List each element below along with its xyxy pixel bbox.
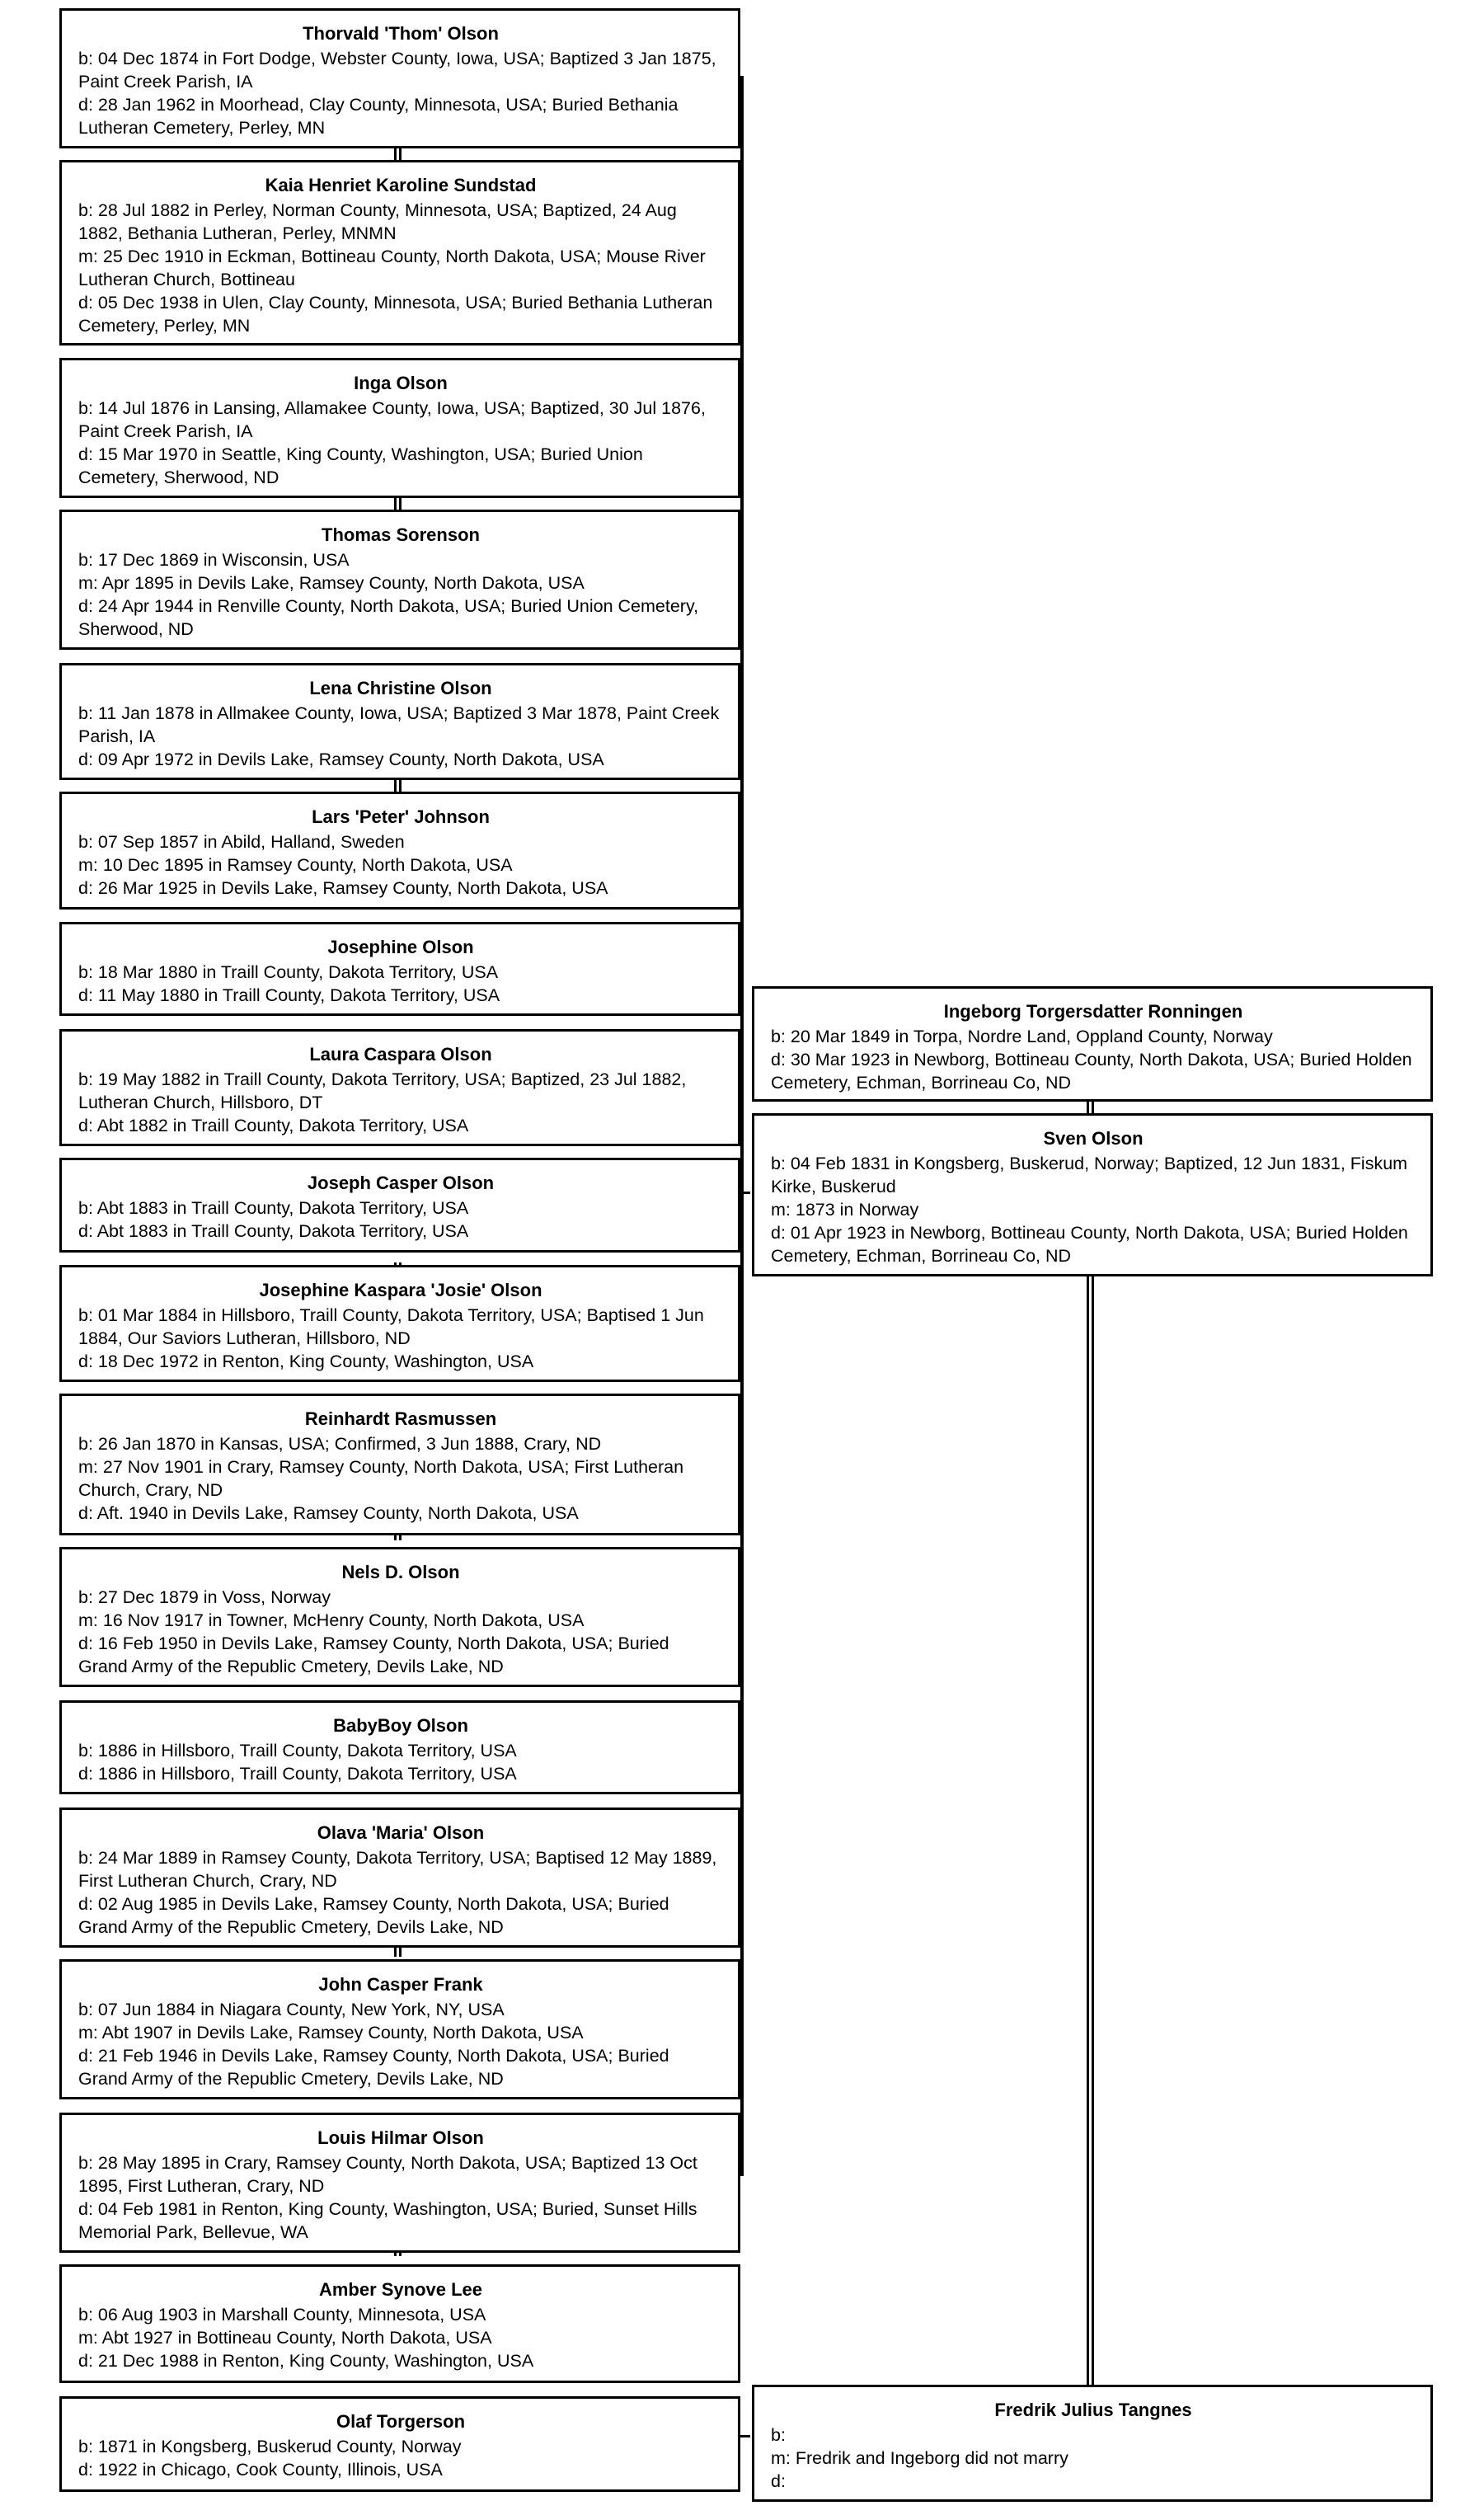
person-death: d: 02 Aug 1985 in Devils Lake, Ramsey County, North Dakota, USA; Buried Grand Army of the Republic Cmetery, Devils Lake, ND <box>78 1894 669 1937</box>
person-box-sven-olson[interactable] <box>752 1113 1433 1276</box>
couple-connector-ingeborg-fredrik <box>1087 1270 1089 2386</box>
person-marriage: m: Abt 1927 in Bottineau County, North Dakota, USA <box>78 2328 492 2348</box>
person-name: Lena Christine Olson <box>309 678 492 698</box>
person-box-babyboy-olson[interactable] <box>59 1700 740 1794</box>
person-birth: b: 18 Mar 1880 in Traill County, Dakota Territory, USA <box>78 962 499 982</box>
person-name: Amber Synove Lee <box>318 2279 483 2300</box>
person-birth: b: 20 Mar 1849 in Torpa, Nordre Land, Oppland County, Norway <box>771 1027 1273 1046</box>
person-name: John Casper Frank <box>318 1974 483 1995</box>
person-death: d: Aft. 1940 in Devils Lake, Ramsey County, North Dakota, USA <box>78 1503 579 1523</box>
person-name: Lars 'Peter' Johnson <box>312 806 490 827</box>
person-birth: b: 17 Dec 1869 in Wisconsin, USA <box>78 550 350 570</box>
person-name: Thomas Sorenson <box>322 524 480 545</box>
person-death: d: 1886 in Hillsboro, Traill County, Dakota Territory, USA <box>78 1764 517 1784</box>
person-box-louis-olson[interactable] <box>59 2113 740 2253</box>
person-name: Olava 'Maria' Olson <box>317 1822 485 1843</box>
person-death: d: 04 Feb 1981 in Renton, King County, Washington, USA; Buried, Sunset Hills Memorial Park, Bellevue, WA <box>78 2199 697 2242</box>
person-birth: b: 28 May 1895 in Crary, Ramsey County, North Dakota, USA; Baptized 13 Oct 1895, First Lutheran, Crary, ND <box>78 2153 697 2196</box>
person-box-reinhardt-rasmussen[interactable] <box>59 1394 740 1535</box>
person-name: Thorvald 'Thom' Olson <box>303 23 499 44</box>
person-death: d: 05 Dec 1938 in Ulen, Clay County, Minnesota, USA; Buried Bethania Lutheran Cemetery, Perley, MN <box>78 293 713 336</box>
person-marriage: m: 1873 in Norway <box>771 1200 919 1220</box>
person-name: Nels D. Olson <box>341 1562 460 1582</box>
person-death: d: 15 Mar 1970 in Seattle, King County, Washington, USA; Buried Union Cemetery, Sherwood, ND <box>78 444 643 487</box>
person-box-john-frank[interactable] <box>59 1959 740 2099</box>
person-box-inga-olson[interactable] <box>59 358 740 498</box>
person-box-kaia-sundstad[interactable] <box>59 160 740 346</box>
person-box-thomas-sorenson[interactable] <box>59 510 740 650</box>
person-birth: b: 24 Mar 1889 in Ramsey County, Dakota Territory, USA; Baptised 12 May 1889, First Lutheran Church, Crary, ND <box>78 1848 717 1891</box>
person-box-amber-lee[interactable] <box>59 2264 740 2383</box>
person-name: Laura Caspara Olson <box>309 1044 492 1065</box>
person-birth: b: 28 Jul 1882 in Perley, Norman County, Minnesota, USA; Baptized, 24 Aug 1882, Bethania Lutheran, Perley, MNMN <box>78 200 677 243</box>
person-birth: b: 04 Feb 1831 in Kongsberg, Buskerud, Norway; Baptized, 12 Jun 1831, Fiskum Kirke, Buskerud <box>771 1154 1408 1196</box>
person-marriage: m: Fredrik and Ingeborg did not marry <box>771 2448 1068 2468</box>
person-box-olava-olson[interactable] <box>59 1808 740 1948</box>
person-marriage: m: Apr 1895 in Devils Lake, Ramsey County, North Dakota, USA <box>78 573 585 593</box>
person-marriage: m: 16 Nov 1917 in Towner, McHenry County, North Dakota, USA <box>78 1610 585 1630</box>
person-name: Ingeborg Torgersdatter Ronningen <box>943 1001 1243 1022</box>
person-death: d: Abt 1883 in Traill County, Dakota Territory, USA <box>78 1221 469 1241</box>
person-box-lena-olson[interactable] <box>59 663 740 780</box>
couple-connector <box>394 496 397 510</box>
person-death: d: 1922 in Chicago, Cook County, Illinois, USA <box>78 2460 443 2480</box>
person-death: d: 30 Mar 1923 in Newborg, Bottineau County, North Dakota, USA; Buried Holden Cemetery, Echman, Borrineau Co, ND <box>771 1050 1412 1093</box>
person-name: Louis Hilmar Olson <box>317 2127 484 2148</box>
person-birth: b: 19 May 1882 in Traill County, Dakota Territory, USA; Baptized, 23 Jul 1882, Lutheran Church, Hillsboro, DT <box>78 1069 687 1112</box>
person-birth: b: 11 Jan 1878 in Allmakee County, Iowa, USA; Baptized 3 Mar 1878, Paint Creek Parish, IA <box>78 703 720 746</box>
person-birth: b: 14 Jul 1876 in Lansing, Allamakee County, Iowa, USA; Baptized, 30 Jul 1876, Paint Creek Parish, IA <box>78 398 706 441</box>
person-death: d: 16 Feb 1950 in Devils Lake, Ramsey County, North Dakota, USA; Buried Grand Army of the Republic Cmetery, Devils Lake, ND <box>78 1634 669 1676</box>
person-death: d: Abt 1882 in Traill County, Dakota Territory, USA <box>78 1116 469 1135</box>
person-death: d: 28 Jan 1962 in Moorhead, Clay County, Minnesota, USA; Buried Bethania Lutheran Cemetery, Perley, MN <box>78 95 679 138</box>
person-death: d: 01 Apr 1923 in Newborg, Bottineau County, North Dakota, USA; Buried Holden Cemetery, Echman, Borrineau Co, ND <box>771 1223 1408 1266</box>
person-name: Fredrik Julius Tangnes <box>994 2400 1192 2420</box>
person-name: Josephine Kaspara 'Josie' Olson <box>259 1280 542 1300</box>
person-name: Josephine Olson <box>327 937 474 957</box>
couple-connector <box>394 778 397 792</box>
person-box-josie-olson[interactable] <box>59 1265 740 1382</box>
person-birth: b: 01 Mar 1884 in Hillsboro, Traill County, Dakota Territory, USA; Baptised 1 Jun 1884, Our Saviors Lutheran, Hillsboro, ND <box>78 1305 704 1348</box>
person-box-joseph-olson[interactable] <box>59 1158 740 1253</box>
person-birth: b: 1886 in Hillsboro, Traill County, Dakota Territory, USA <box>78 1741 517 1760</box>
person-birth: b: <box>771 2425 786 2445</box>
person-death: d: 21 Feb 1946 in Devils Lake, Ramsey County, North Dakota, USA; Buried Grand Army of the Republic Cmetery, Devils Lake, ND <box>78 2046 669 2089</box>
person-marriage: m: 27 Nov 1901 in Crary, Ramsey County, North Dakota, USA; First Lutheran Church, Crary, ND <box>78 1457 684 1500</box>
person-name: Kaia Henriet Karoline Sundstad <box>265 175 537 195</box>
person-death: d: 18 Dec 1972 in Renton, King County, Washington, USA <box>78 1352 534 1371</box>
person-marriage: m: 25 Dec 1910 in Eckman, Bottineau County, North Dakota, USA; Mouse River Lutheran Church, Bottineau <box>78 247 706 289</box>
person-death: d: 24 Apr 1944 in Renville County, North Dakota, USA; Buried Union Cemetery, Sherwood, ND <box>78 596 699 639</box>
sibling-connector-line <box>740 76 744 2176</box>
person-box-nels-olson[interactable] <box>59 1547 740 1687</box>
person-marriage: m: 10 Dec 1895 in Ramsey County, North Dakota, USA <box>78 855 513 875</box>
person-death: d: 09 Apr 1972 in Devils Lake, Ramsey County, North Dakota, USA <box>78 750 604 769</box>
person-birth: b: 04 Dec 1874 in Fort Dodge, Webster County, Iowa, USA; Baptized 3 Jan 1875, Paint Creek Parish, IA <box>78 49 716 92</box>
person-name: Joseph Casper Olson <box>307 1173 495 1193</box>
person-box-josephine-olson[interactable] <box>59 922 740 1016</box>
person-name: Inga Olson <box>354 373 448 393</box>
person-birth: b: 27 Dec 1879 in Voss, Norway <box>78 1587 331 1607</box>
person-death: d: 11 May 1880 in Traill County, Dakota Territory, USA <box>78 985 500 1005</box>
person-birth: b: 06 Aug 1903 in Marshall County, Minnesota, USA <box>78 2305 486 2325</box>
person-birth: b: 07 Sep 1857 in Abild, Halland, Sweden <box>78 832 405 852</box>
person-name: BabyBoy Olson <box>333 1715 468 1736</box>
person-marriage: m: Abt 1907 in Devils Lake, Ramsey County, North Dakota, USA <box>78 2023 584 2043</box>
person-box-fredrik-tangnes[interactable] <box>752 2385 1433 2502</box>
person-birth: b: Abt 1883 in Traill County, Dakota Territory, USA <box>78 1198 469 1218</box>
person-name: Olaf Torgerson <box>336 2411 466 2432</box>
person-name: Reinhardt Rasmussen <box>304 1408 497 1429</box>
person-box-olaf-torgerson[interactable] <box>59 2396 740 2492</box>
person-death: d: 21 Dec 1988 in Renton, King County, Washington, USA <box>78 2351 534 2371</box>
person-death: d: 26 Mar 1925 in Devils Lake, Ramsey County, North Dakota, USA <box>78 878 608 898</box>
person-box-laura-olson[interactable] <box>59 1029 740 1146</box>
person-box-thorvald-olson[interactable] <box>59 8 740 148</box>
connector-to-sven <box>740 1192 750 1194</box>
person-birth: b: 26 Jan 1870 in Kansas, USA; Confirmed, 3 Jun 1888, Crary, ND <box>78 1434 602 1454</box>
person-birth: b: 07 Jun 1884 in Niagara County, New York, NY, USA <box>78 2000 505 2019</box>
person-box-lars-johnson[interactable] <box>59 792 740 910</box>
connector-to-fredrik <box>740 2435 750 2437</box>
person-name: Sven Olson <box>1043 1128 1144 1149</box>
person-death: d: <box>771 2471 786 2491</box>
person-box-ingeborg-ronningen[interactable] <box>752 986 1433 1102</box>
person-birth: b: 1871 in Kongsberg, Buskerud County, Norway <box>78 2437 462 2456</box>
